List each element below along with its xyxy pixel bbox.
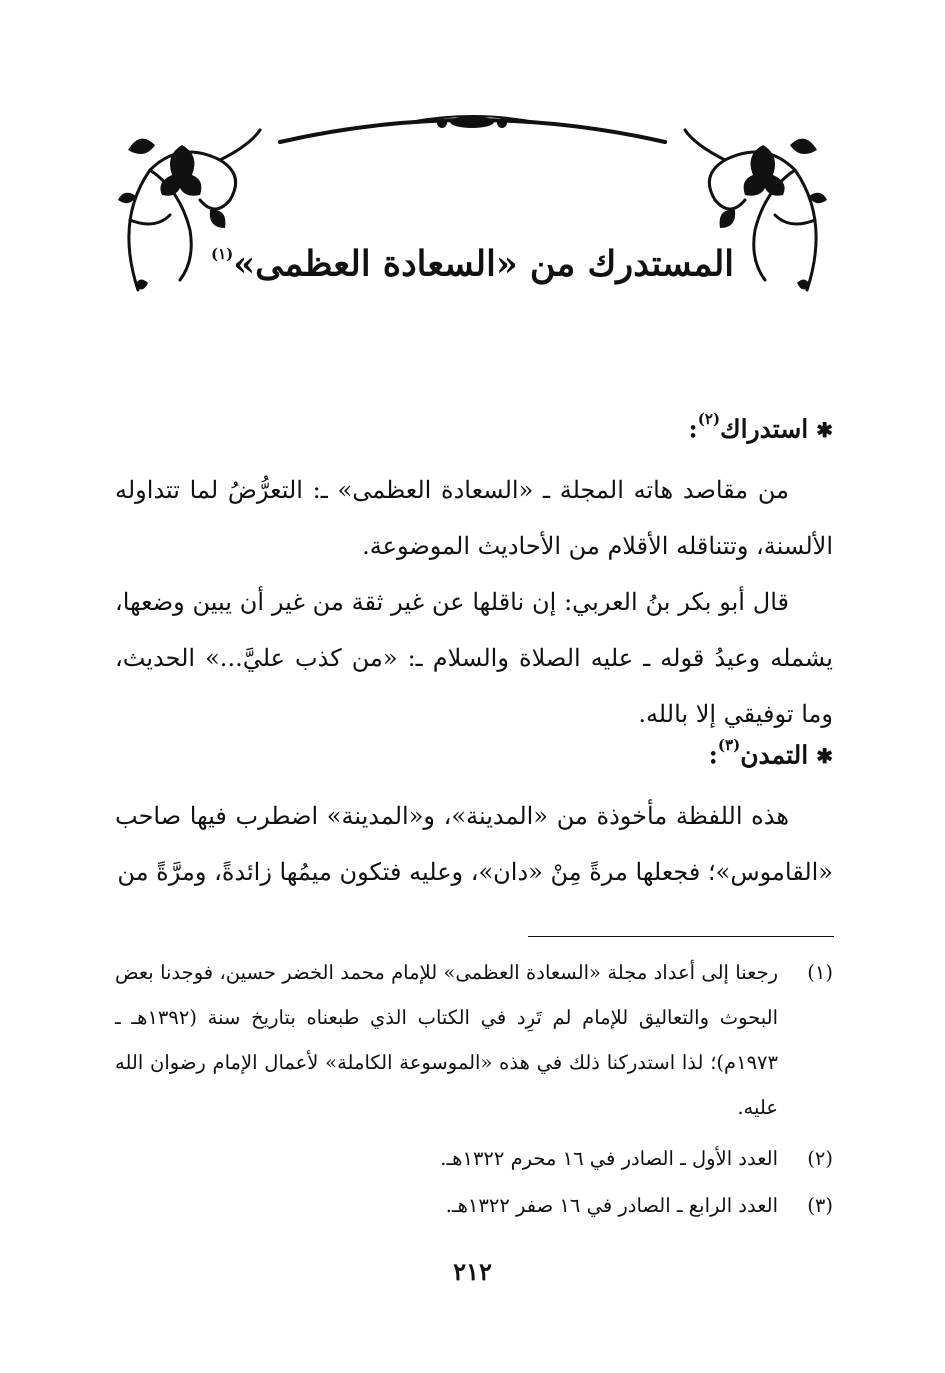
paragraph-text: قال أبو بكر بنُ العربي: إن ناقلها عن غير ثقة من غير أن يبين وضعها، يشمله وعيدُ قوله ـ عليه الصلاة والسلام ـ: «من كذب عليَّ...» الحديث، وما توفيقي إلا بالله. bbox=[115, 588, 833, 728]
heading-colon: : bbox=[688, 414, 698, 444]
heading-footnote-ref: (٢) bbox=[697, 410, 721, 428]
paragraph bbox=[115, 462, 833, 574]
heading-footnote-ref: (٣) bbox=[717, 736, 741, 754]
heading-text: استدراك bbox=[720, 414, 809, 444]
footnote-1 bbox=[115, 950, 833, 1130]
chapter-title-footnote-ref: (١) bbox=[211, 245, 234, 263]
footnote-number: (١) bbox=[807, 961, 833, 984]
paragraph bbox=[115, 574, 833, 742]
footnote-text: رجعنا إلى أعداد مجلة «السعادة العظمى» للإمام محمد الخضر حسين، فوجدنا بعض البحوث والتعاليق للإمام لم تَرِد في الكتاب الذي طبعناه بتاريخ سنة (١٣٩٢هـ ـ ١٩٧٣م)؛ لذا استدركنا ذلك في هذه «الموسوعة الكاملة» لأعمال الإمام رضوان الله عليه. bbox=[115, 961, 778, 1119]
footnote-2 bbox=[115, 1136, 833, 1181]
footnote-3 bbox=[115, 1183, 833, 1228]
paragraph bbox=[115, 788, 833, 900]
paragraph-text: من مقاصد هاته المجلة ـ «السعادة العظمى» ـ: التعرُّضُ لما تتداوله الألسنة، وتتناقله الأقلام من الأحاديث الموضوعة. bbox=[115, 476, 833, 560]
chapter-title-text: المستدرك من «السعادة العظمى» bbox=[233, 243, 734, 285]
paragraph-text: هذه اللفظة مأخوذة من «المدينة»، و«المدينة» اضطرب فيها صاحب «القاموس»؛ فجعلها مرةً مِنْ «دان»، وعليه فتكون ميمُها زائدةً، ومرَّةً من bbox=[115, 802, 833, 886]
footnote-number: (٢) bbox=[807, 1147, 833, 1170]
footnote-text: العدد الرابع ـ الصادر في ١٦ صفر ١٣٢٢هـ. bbox=[445, 1194, 778, 1217]
heading-text: التمدن bbox=[740, 740, 809, 770]
heading-colon: : bbox=[708, 740, 718, 770]
chapter-title bbox=[200, 228, 745, 295]
asterisk-icon: ✱ bbox=[816, 744, 833, 769]
footnote-separator bbox=[528, 936, 834, 937]
footnote-text: العدد الأول ـ الصادر في ١٦ محرم ١٣٢٢هـ. bbox=[440, 1147, 778, 1170]
section-heading-tamaddun bbox=[708, 736, 833, 770]
section-heading-istidrak bbox=[688, 410, 833, 444]
footnote-number: (٣) bbox=[807, 1194, 833, 1217]
asterisk-icon: ✱ bbox=[816, 418, 833, 443]
page-number: ٢١٢ bbox=[453, 1257, 492, 1286]
